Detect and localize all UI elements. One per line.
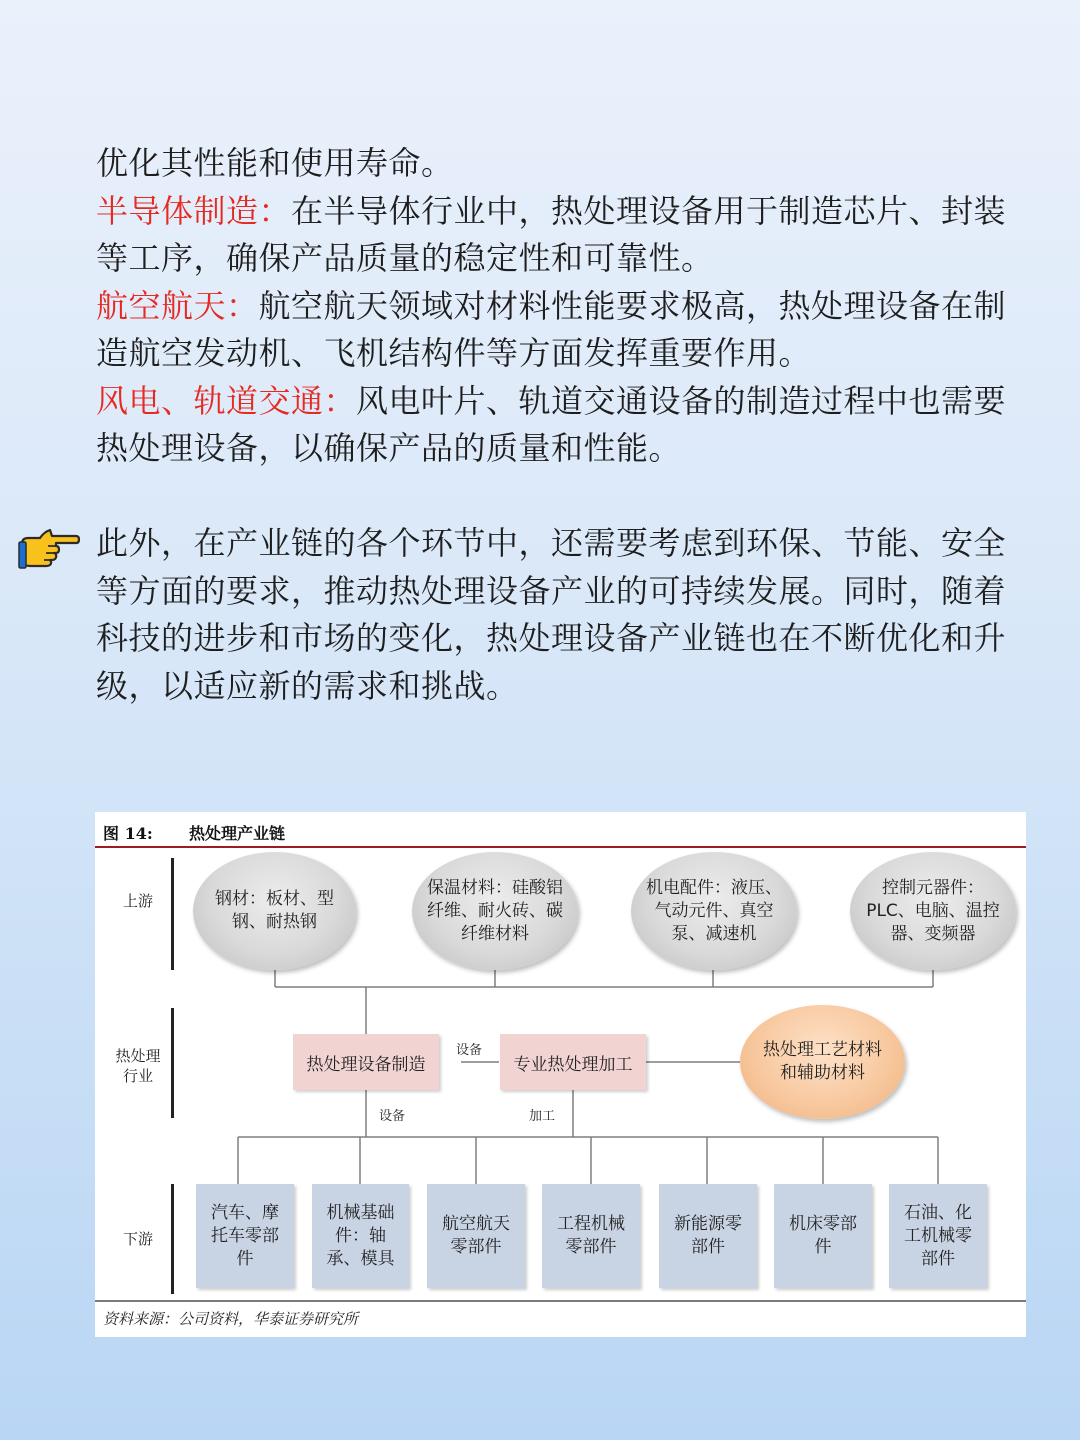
application-item-aerospace: [96, 283, 1016, 378]
intro-line: 优化其性能和使用寿命。: [96, 144, 454, 182]
downstream-node: 机床零部件: [774, 1184, 872, 1288]
lane-bar-downstream: [171, 1184, 174, 1294]
text-block-summary: 此外，在产业链的各个环节中，还需要考虑到环保、节能、安全等方面的要求，推动热处理设备产业的可持续发展。同时，随着科技的进步和市场的变化，热处理设备产业链也在不断优化和升级，以适应新的需求和挑战。: [96, 524, 1007, 705]
upstream-node: 控制元器件：PLC、电脑、温控器、变频器: [850, 852, 1016, 970]
upstream-node: 机电配件：液压、气动元件、真空泵、减速机: [631, 852, 797, 970]
industry-chain-figure: [95, 812, 1026, 1337]
application-text: 风电叶片、轨道交通设备的制造过程中也需要热处理设备，以确保产品的质量和性能。: [96, 381, 1007, 467]
downstream-node: 汽车、摩托车零部件: [196, 1184, 294, 1288]
application-item-semiconductor: [96, 188, 1016, 283]
figure-number: 图 14:: [103, 824, 153, 843]
lane-bar-upstream: [171, 858, 174, 970]
downstream-node: 石油、化工机械零部件: [889, 1184, 987, 1288]
lane-label-industry-text: 热处理行业: [115, 1047, 161, 1085]
process-materials-node: 热处理工艺材料和辅助材料: [740, 1005, 905, 1119]
downstream-node: 新能源零部件: [659, 1184, 757, 1288]
downstream-node: 工程机械零部件: [542, 1184, 640, 1288]
application-text: 在半导体行业中，热处理设备用于制造芯片、封装等工序，确保产品质量的稳定性和可靠性。: [96, 191, 1007, 277]
pointing-hand-icon: [18, 524, 80, 570]
lane-label-industry: [103, 1046, 173, 1086]
text-block-applications: [96, 140, 1016, 473]
figure-source: 资料来源：公司资料，华泰证券研究所: [103, 1310, 359, 1328]
downstream-node: 航空航天零部件: [427, 1184, 525, 1288]
edge-label-processing: 加工: [529, 1109, 556, 1124]
application-item-wind-rail: [96, 378, 1016, 473]
equipment-manufacturing-node: 热处理设备制造: [293, 1034, 439, 1090]
edge-label-equipment: 设备: [379, 1109, 406, 1124]
application-label: 风电、轨道交通：: [96, 381, 357, 420]
lane-label-upstream: 上游: [122, 892, 153, 910]
application-text: 航空航天领域对材料性能要求极高，热处理设备在制造航空发动机、飞机结构件等方面发挥重要作用。: [96, 286, 1007, 372]
upstream-node: 保温材料：硅酸铝纤维、耐火砖、碳纤维材料: [412, 852, 578, 970]
upstream-node: 钢材：板材、型钢、耐热钢: [193, 852, 356, 970]
specialized-processing-node: 专业热处理加工: [500, 1034, 646, 1090]
lane-bar-industry: [171, 1008, 174, 1118]
application-label: 航空航天：: [96, 286, 259, 325]
figure-title: 热处理产业链: [189, 824, 286, 843]
figure-bottom-rule: [95, 1300, 1026, 1302]
downstream-node: 机械基础件：轴承、模具: [312, 1184, 409, 1288]
edge-label-equipment: 设备: [456, 1043, 483, 1058]
application-label: 半导体制造：: [96, 191, 292, 230]
lane-label-downstream: 下游: [122, 1230, 153, 1248]
